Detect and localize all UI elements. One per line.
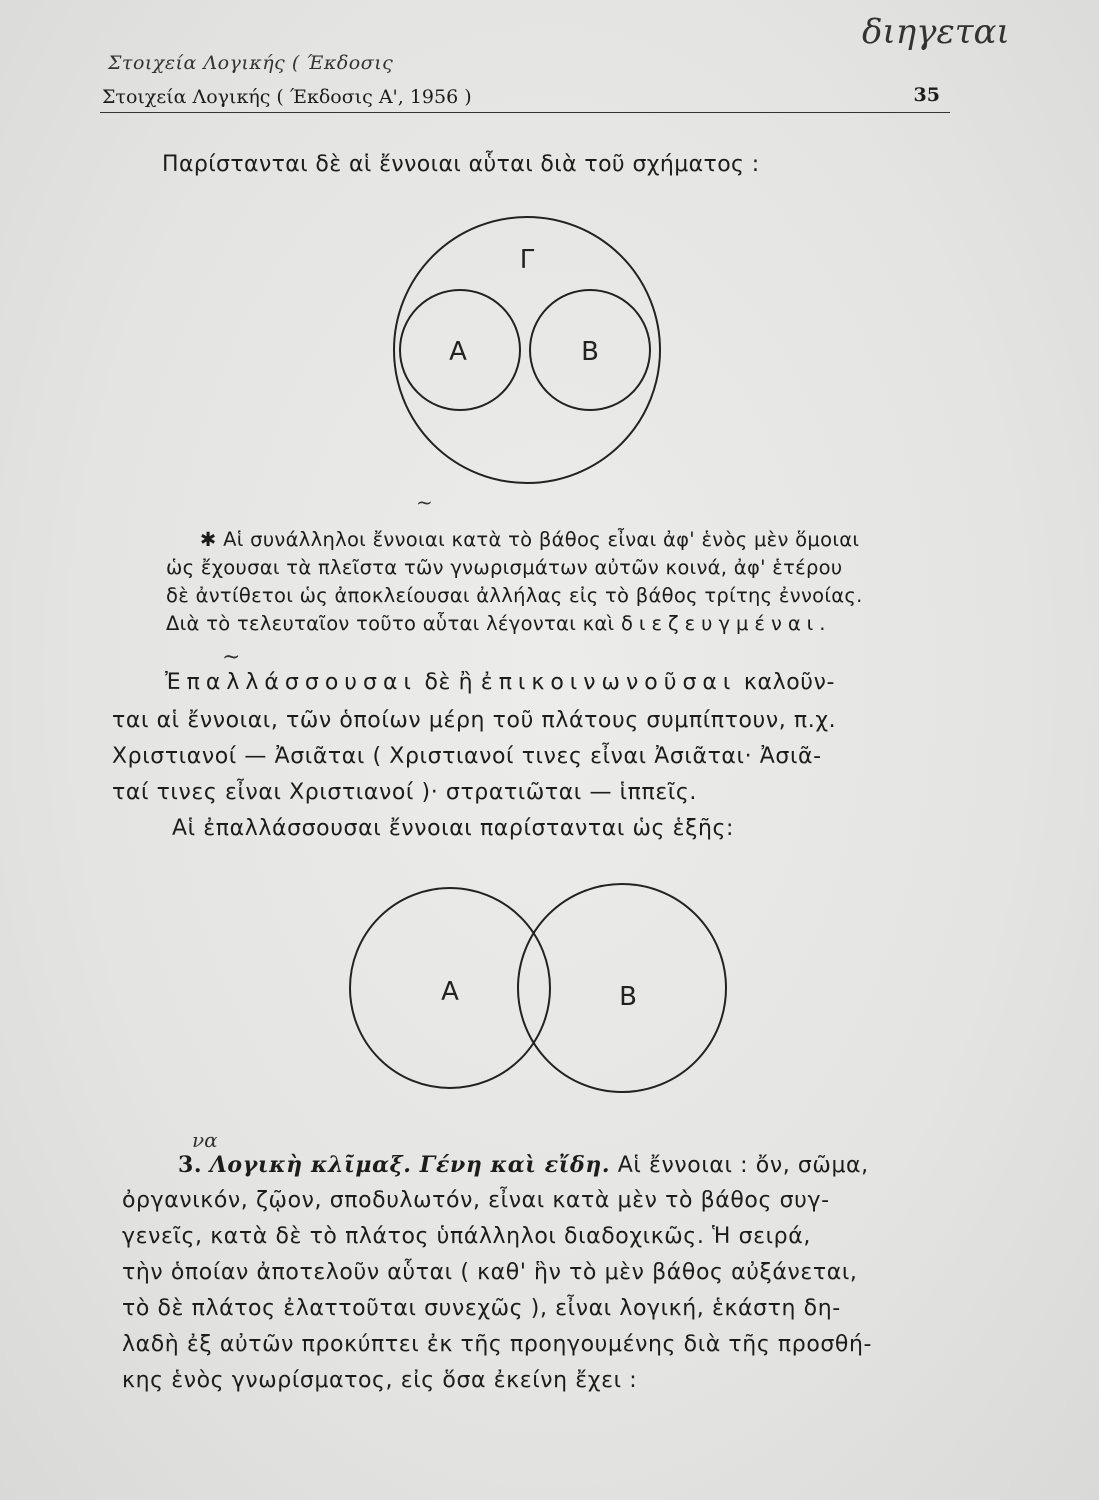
section-line: λαδὴ ἐξ αὐτῶν προκύπτει ἐκ τῆς προηγουμένης διὰ τῆς προσθή-	[122, 1332, 873, 1357]
handwritten-corner-note: διηγεται	[862, 12, 1010, 52]
section-line: γενεῖς, κατὰ δὲ τὸ πλάτος ὑπάλληλοι διαδοχικῶς. Ἡ σειρά,	[122, 1224, 811, 1249]
section-line: τὴν ὁποίαν ἀποτελοῦν αὗται ( καθ' ἣν τὸ μὲν βάθος αὐξάνεται,	[122, 1260, 858, 1285]
footnote-line: ὡς ἔχουσαι τὰ πλεῖστα τῶν γνωρισμάτων αὐτῶν κοινά, ἀφ' ἑτέρου	[166, 556, 843, 579]
section-line: κης ἑνὸς γνωρίσματος, εἰς ὅσα ἐκείνη ἔχει :	[122, 1368, 638, 1393]
footnote-text: Διὰ τὸ τελευταῖον τοῦτο αὗται λέγονται καὶ	[166, 612, 615, 635]
section-line: τὸ δὲ πλάτος ἐλαττοῦται συνεχῶς ), εἶναι λογική, ἑκάστη δη-	[122, 1296, 841, 1321]
label-b: Β	[581, 337, 599, 367]
header-title: Στοιχεία Λογικής ( Έκδοσις Α', 1956 )	[102, 86, 472, 108]
paragraph-line: Χριστιανοί — Ἀσιᾶται ( Χριστιανοί τινες εἶναι Ἀσιᾶται· Ἀσιᾶ-	[112, 744, 822, 769]
text-fragment: καλοῦν-	[743, 670, 836, 695]
term-epikoinonousai: ἐπικοινωνοῦσαι	[480, 670, 737, 695]
handwritten-mark: να	[192, 1128, 218, 1152]
label-gamma: Γ	[519, 245, 535, 275]
paragraph-line: ται αἱ ἔννοιαι, τῶν ὁποίων μέρη τοῦ πλάτους συμπίπτουν, π.χ.	[112, 708, 837, 733]
paragraph-line: ταί τινες εἶναι Χριστιανοί )· στρατιῶται — ἱππεῖς.	[112, 780, 698, 805]
label-a: Α	[449, 337, 467, 367]
text-fragment: δὲ ἢ	[424, 670, 474, 695]
section-line: ὀργανικόν, ζῷον, σποδυλωτόν, εἶναι κατὰ μὲν τὸ βάθος συγ-	[122, 1188, 830, 1213]
handwritten-title-note: Στοιχεία Λογικής ( Έκδοσις	[108, 52, 394, 74]
label-b: Β	[619, 982, 637, 1012]
footnote-spaced-word: διεζευγμέναι.	[620, 612, 832, 635]
handwritten-mark: ~	[416, 490, 433, 514]
term-epallassousai: Ἐπαλλάσσουσαι	[165, 670, 417, 695]
handwritten-mark: ~	[222, 645, 241, 670]
intro-line: Παρίστανται δὲ αἱ ἔννοιαι αὗται διὰ τοῦ σχήματος :	[162, 152, 760, 177]
footnote-line: δὲ ἀντίθετοι ὡς ἀποκλείουσαι ἀλλήλας εἰς τὸ βάθος τρίτης ἐννοίας.	[166, 584, 863, 607]
section-3-heading-line	[178, 1152, 869, 1178]
section-text: Αἱ ἔννοιαι : ὄν, σῶμα,	[617, 1153, 869, 1178]
section-number: 3.	[178, 1152, 203, 1178]
page-number: 35	[913, 84, 940, 106]
paragraph-closing-line: Αἱ ἐπαλλάσσουσαι ἔννοιαι παρίστανται ὡς ἑξῆς:	[172, 816, 735, 841]
label-a: Α	[441, 977, 459, 1007]
section-title: Λογικὴ κλῖμαξ. Γένη καὶ εἴδη.	[209, 1152, 611, 1178]
footnote-line: ✱ Αἱ συνάλληλοι ἔννοιαι κατὰ τὸ βάθος εἶναι ἀφ' ἑνὸς μὲν ὅμοιαι	[200, 528, 860, 551]
